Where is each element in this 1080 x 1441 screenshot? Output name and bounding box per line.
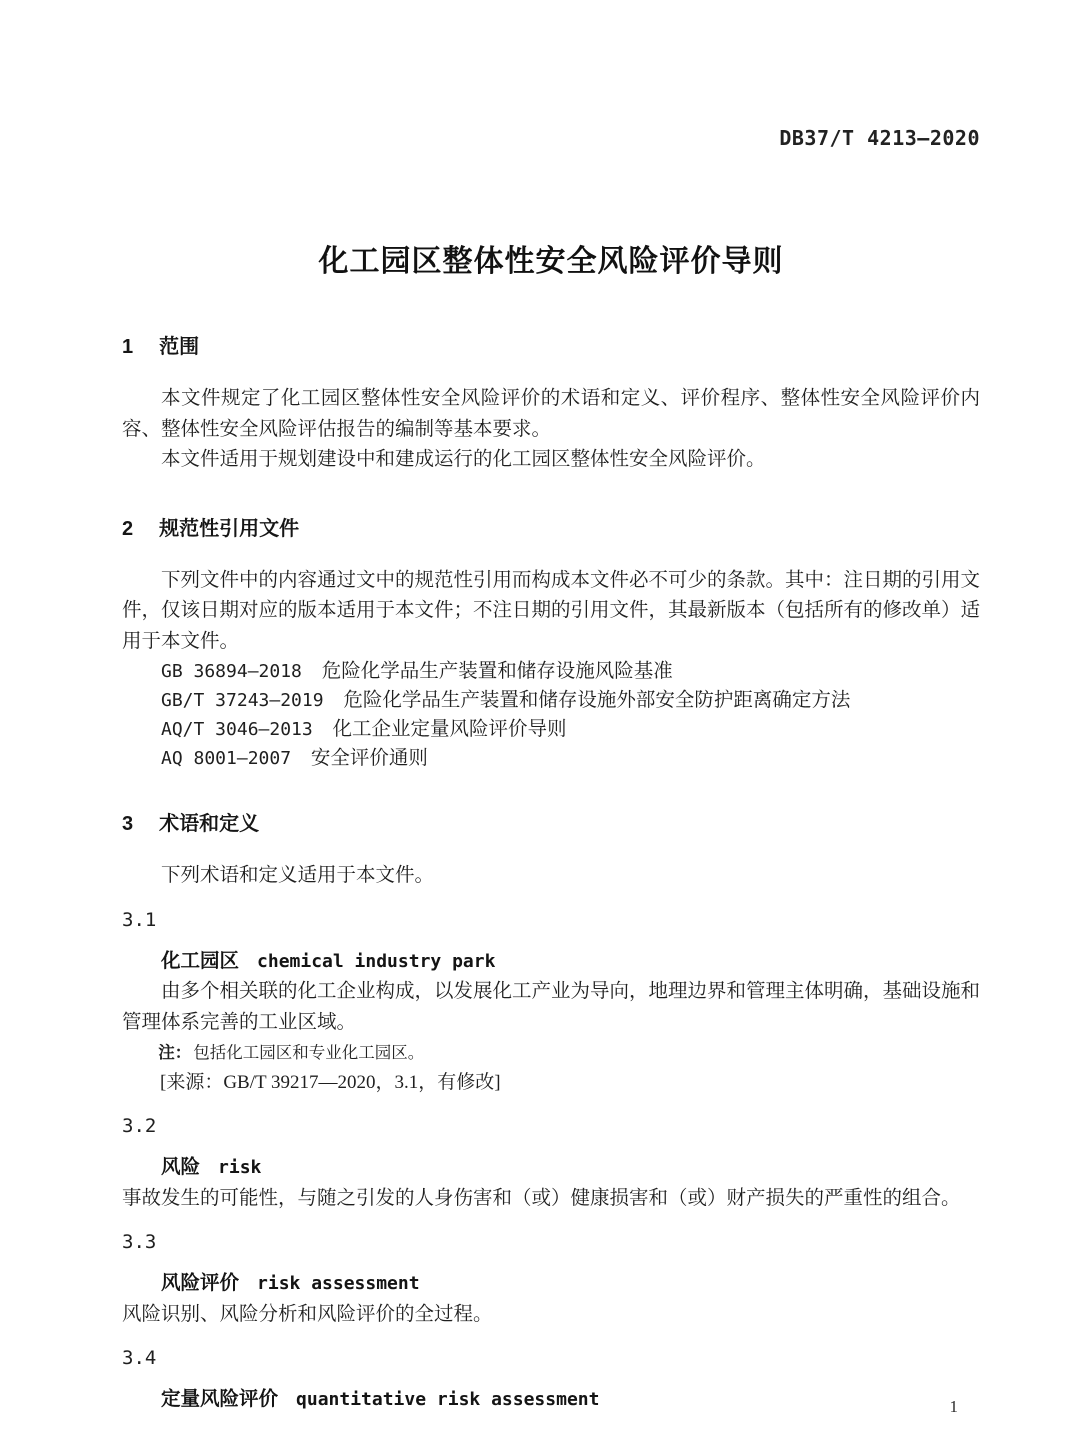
term-entry: [122, 1343, 980, 1416]
section-number: 1: [122, 336, 134, 358]
document-title: 化工园区整体性安全风险评价导则: [318, 245, 784, 278]
term-name-zh: 化工园区: [161, 949, 240, 972]
reference-item: [122, 686, 980, 715]
reference-item: [122, 715, 980, 744]
term-name-zh: 定量风险评价: [161, 1388, 279, 1410]
scope-paragraph-1: 本文件规定了化工园区整体性安全风险评价的术语和定义、评价程序、整体性安全风险评价内容、整体性安全风险评估报告的编制等基本要求。: [122, 388, 980, 440]
term-name-zh: 风险: [161, 1156, 201, 1178]
section-title: 规范性引用文件: [159, 517, 300, 540]
term-entry: [122, 905, 980, 1099]
reference-item: [122, 744, 980, 773]
section-terms-heading: [122, 807, 980, 836]
term-number: 3.3: [122, 1231, 157, 1253]
term-source: [来源：GB/T 39217—2020，3.1，有修改]: [160, 1072, 501, 1093]
term-definition: 事故发生的可能性，与随之引发的人身伤害和（或）健康损害和（或）财产损失的严重性的组合。: [122, 1187, 961, 1209]
section-number: 3: [122, 813, 134, 835]
term-definition: 由多个相关联的化工企业构成，以发展化工产业为导向，地理边界和管理主体明确，基础设施和管理体系完善的工业区域。: [122, 981, 981, 1033]
term-name-en: chemical industry park: [257, 950, 496, 972]
term-number: 3.4: [122, 1347, 157, 1369]
term-name-en: quantitative risk assessment: [296, 1389, 600, 1410]
term-name-en: risk: [218, 1157, 262, 1178]
section-title: 术语和定义: [159, 813, 260, 835]
page-number: 1: [949, 1397, 958, 1416]
term-name-zh: 风险评价: [161, 1272, 240, 1294]
reference-title: 危险化学品生产装置和储存设施风险基准: [321, 661, 673, 682]
section-scope-heading: [122, 330, 980, 359]
section-title: 范围: [159, 336, 200, 358]
term-number: 3.2: [122, 1115, 157, 1137]
term-heading: [122, 1268, 980, 1300]
reference-title: 安全评价通则: [310, 748, 428, 769]
term-heading: [122, 1152, 980, 1184]
terms-intro: 下列术语和定义适用于本文件。: [161, 865, 435, 886]
term-note: [122, 1038, 980, 1068]
reference-code: GB/T 37243—2019: [161, 690, 324, 711]
reference-item: [122, 657, 980, 686]
term-number: 3.1: [122, 908, 157, 931]
reference-code: GB 36894—2018: [161, 661, 302, 682]
term-name-en: risk assessment: [257, 1273, 420, 1294]
term-heading: [122, 946, 980, 978]
term-entry: [122, 1111, 980, 1214]
term-entry: [122, 1227, 980, 1330]
reference-title: 化工企业定量风险评价导则: [332, 719, 567, 740]
reference-title: 危险化学品生产装置和储存设施外部安全防护距离确定方法: [343, 690, 851, 711]
reference-code: AQ/T 3046—2013: [161, 719, 313, 740]
standard-code: DB37/T 4213—2020: [779, 126, 980, 150]
section-number: 2: [122, 517, 134, 540]
term-definition: 风险识别、风险分析和风险评价的全过程。: [122, 1303, 493, 1325]
normative-references-paragraph: 下列文件中的内容通过文中的规范性引用而构成本文件必不可少的条款。其中：注日期的引用文件，仅该日期对应的版本适用于本文件；不注日期的引用文件，其最新版本（包括所有的修改单）适用于本文件。: [122, 569, 981, 652]
scope-paragraph-2: 本文件适用于规划建设中和建成运行的化工园区整体性安全风险评价。: [161, 449, 766, 470]
note-text: 包括化工园区和专业化工园区。: [193, 1043, 425, 1062]
note-label: 注：: [158, 1044, 192, 1062]
section-normative-references-heading: [122, 512, 980, 541]
reference-code: AQ 8001—2007: [161, 748, 292, 769]
term-heading: [122, 1384, 980, 1416]
